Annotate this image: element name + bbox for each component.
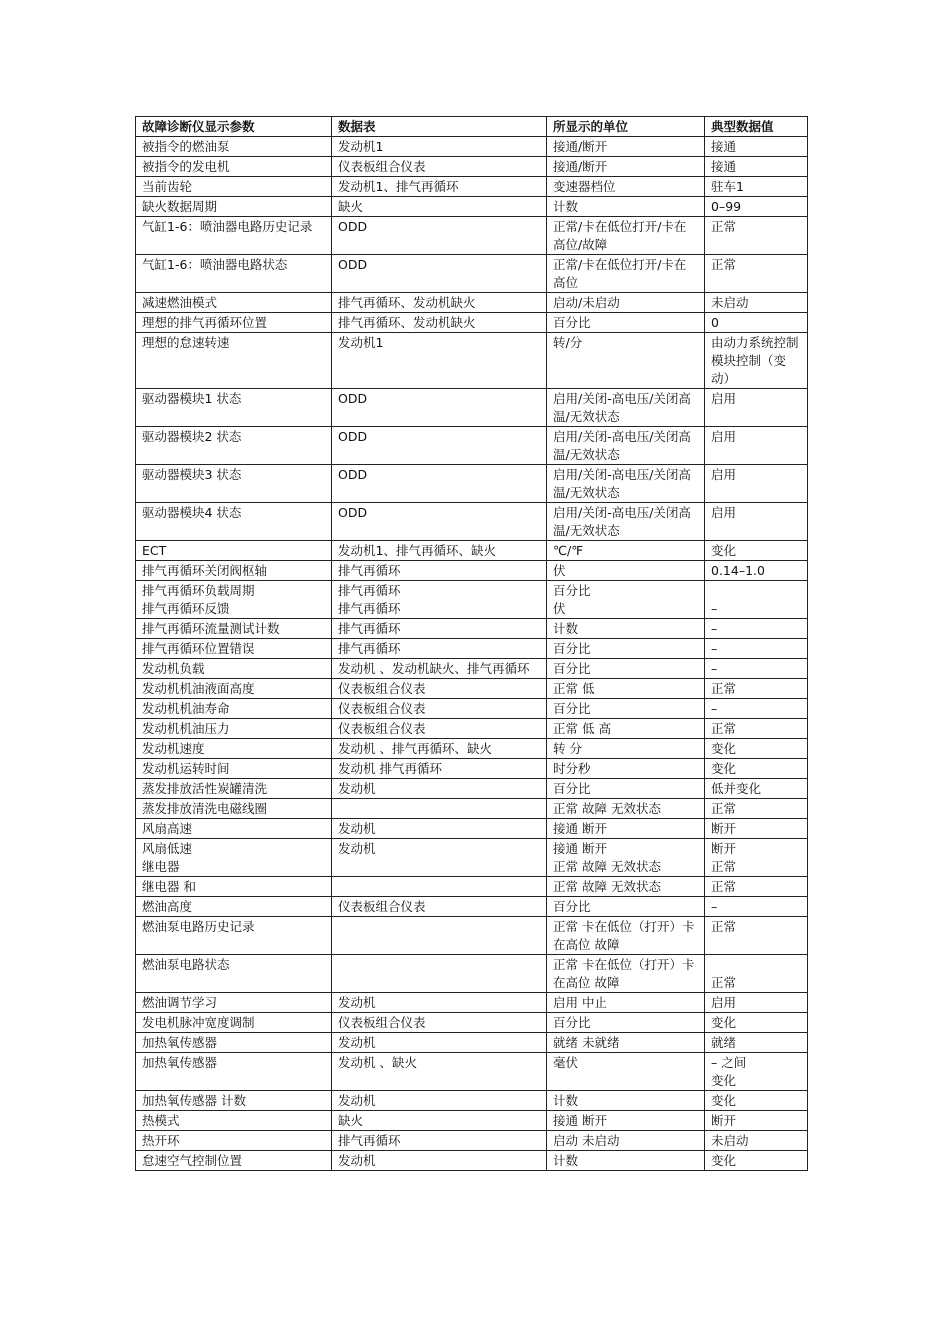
- cell-unit: 百分比: [547, 639, 705, 659]
- cell-unit: 启用/关闭-高电压/关闭高温/无效状态: [547, 389, 705, 427]
- cell-typical-value: 启用: [705, 465, 808, 503]
- cell-parameter: 当前齿轮: [136, 177, 332, 197]
- cell-typical-value: 0.14–1.0: [705, 561, 808, 581]
- cell-parameter: 减速燃油模式: [136, 293, 332, 313]
- table-row: [136, 1013, 808, 1033]
- cell-typical-value: 启用: [705, 427, 808, 465]
- cell-data-list: 发动机: [332, 1033, 547, 1053]
- cell-parameter: 继电器 和: [136, 877, 332, 897]
- cell-data-list: ODD: [332, 503, 547, 541]
- cell-typical-value: 启用: [705, 389, 808, 427]
- cell-parameter: 热开环: [136, 1131, 332, 1151]
- cell-data-list: 发动机 、发动机缺火、排气再循环: [332, 659, 547, 679]
- cell-data-list: 发动机1: [332, 333, 547, 389]
- cell-unit: 百分比: [547, 897, 705, 917]
- cell-data-list: 排气再循环: [332, 619, 547, 639]
- cell-data-list: 缺火: [332, 197, 547, 217]
- cell-typical-value: 变化: [705, 1013, 808, 1033]
- header-data-list: 数据表: [332, 117, 547, 137]
- cell-typical-value: 断开 正常: [705, 839, 808, 877]
- cell-typical-value: 断开: [705, 819, 808, 839]
- table-row: [136, 255, 808, 293]
- cell-parameter: 发动机速度: [136, 739, 332, 759]
- cell-unit: 接通/断开: [547, 137, 705, 157]
- cell-unit: 接通/断开: [547, 157, 705, 177]
- cell-parameter: 燃油泵电路状态: [136, 955, 332, 993]
- cell-unit: ℃/℉: [547, 541, 705, 561]
- cell-data-list: ODD: [332, 389, 547, 427]
- cell-typical-value: 正常: [705, 917, 808, 955]
- cell-parameter: 排气再循环负载周期 排气再循环反馈: [136, 581, 332, 619]
- cell-data-list: 排气再循环: [332, 561, 547, 581]
- table-row: [136, 917, 808, 955]
- cell-unit: 正常 故障 无效状态: [547, 799, 705, 819]
- cell-parameter: 气缸1-6：喷油器电路状态: [136, 255, 332, 293]
- cell-typical-value: 启用: [705, 993, 808, 1013]
- cell-typical-value: 接通: [705, 137, 808, 157]
- cell-unit: 百分比: [547, 659, 705, 679]
- cell-data-list: 仪表板组合仪表: [332, 699, 547, 719]
- table-body: [136, 137, 808, 1171]
- cell-typical-value: 变化: [705, 541, 808, 561]
- cell-unit: 启用/关闭-高电压/关闭高温/无效状态: [547, 465, 705, 503]
- cell-data-list: [332, 917, 547, 955]
- cell-unit: 正常 低 高: [547, 719, 705, 739]
- cell-data-list: ODD: [332, 255, 547, 293]
- table-row: [136, 561, 808, 581]
- table-row: [136, 293, 808, 313]
- cell-unit: 转 分: [547, 739, 705, 759]
- cell-unit: 启动 未启动: [547, 1131, 705, 1151]
- cell-unit: 启动/未启动: [547, 293, 705, 313]
- cell-typical-value: –: [705, 699, 808, 719]
- cell-unit: 百分比: [547, 1013, 705, 1033]
- cell-typical-value: 正常: [705, 719, 808, 739]
- cell-data-list: 发动机 排气再循环: [332, 759, 547, 779]
- cell-typical-value: 变化: [705, 739, 808, 759]
- cell-parameter: 驱动器模块4 状态: [136, 503, 332, 541]
- cell-data-list: 发动机1、排气再循环: [332, 177, 547, 197]
- cell-parameter: ECT: [136, 541, 332, 561]
- table-row: [136, 639, 808, 659]
- cell-typical-value: 正常: [705, 255, 808, 293]
- cell-parameter: 发动机运转时间: [136, 759, 332, 779]
- cell-parameter: 驱动器模块1 状态: [136, 389, 332, 427]
- cell-unit: 百分比: [547, 699, 705, 719]
- table-row: [136, 679, 808, 699]
- cell-typical-value: 驻车1: [705, 177, 808, 197]
- cell-data-list: 排气再循环: [332, 639, 547, 659]
- cell-data-list: 发动机1、排气再循环、缺火: [332, 541, 547, 561]
- cell-unit: 启用/关闭-高电压/关闭高温/无效状态: [547, 503, 705, 541]
- cell-parameter: 缺火数据周期: [136, 197, 332, 217]
- cell-typical-value: 未启动: [705, 293, 808, 313]
- cell-data-list: 排气再循环: [332, 1131, 547, 1151]
- table-row: [136, 1091, 808, 1111]
- header-unit: 所显示的单位: [547, 117, 705, 137]
- table-row: [136, 1131, 808, 1151]
- table-row: [136, 619, 808, 639]
- cell-unit: 正常 卡在低位（打开）卡在高位 故障: [547, 917, 705, 955]
- cell-typical-value: 正常: [705, 877, 808, 897]
- table-row: [136, 137, 808, 157]
- cell-parameter: 驱动器模块3 状态: [136, 465, 332, 503]
- table-row: [136, 427, 808, 465]
- table-row: [136, 897, 808, 917]
- cell-typical-value: 正常: [705, 217, 808, 255]
- diagnostic-parameter-table: [135, 116, 808, 1171]
- cell-typical-value: –: [705, 897, 808, 917]
- cell-data-list: 发动机: [332, 993, 547, 1013]
- cell-data-list: [332, 799, 547, 819]
- table-header-row: [136, 117, 808, 137]
- cell-typical-value: 启用: [705, 503, 808, 541]
- table-row: [136, 839, 808, 877]
- cell-unit: 就绪 未就绪: [547, 1033, 705, 1053]
- cell-parameter: 驱动器模块2 状态: [136, 427, 332, 465]
- cell-parameter: 加热氧传感器: [136, 1033, 332, 1053]
- cell-parameter: 燃油调节学习: [136, 993, 332, 1013]
- cell-typical-value: 正常: [705, 679, 808, 699]
- cell-data-list: 发动机: [332, 819, 547, 839]
- cell-unit: 时分秒: [547, 759, 705, 779]
- table-row: [136, 389, 808, 427]
- cell-parameter: 发动机机油寿命: [136, 699, 332, 719]
- cell-parameter: 排气再循环关闭阀枢轴: [136, 561, 332, 581]
- cell-unit: 接通 断开: [547, 819, 705, 839]
- cell-unit: 计数: [547, 619, 705, 639]
- table-row: [136, 877, 808, 897]
- cell-parameter: 被指令的燃油泵: [136, 137, 332, 157]
- cell-data-list: ODD: [332, 427, 547, 465]
- cell-data-list: 仪表板组合仪表: [332, 897, 547, 917]
- cell-unit: 毫伏: [547, 1053, 705, 1091]
- cell-parameter: 发动机机油压力: [136, 719, 332, 739]
- cell-parameter: 排气再循环位置错误: [136, 639, 332, 659]
- cell-unit: 启用/关闭-高电压/关闭高温/无效状态: [547, 427, 705, 465]
- cell-typical-value: –: [705, 639, 808, 659]
- cell-unit: 正常/卡在低位打开/卡在高位/故障: [547, 217, 705, 255]
- cell-typical-value: 正常: [705, 799, 808, 819]
- cell-data-list: 发动机: [332, 839, 547, 877]
- table-row: [136, 993, 808, 1013]
- table-row: [136, 739, 808, 759]
- table-row: [136, 1151, 808, 1171]
- cell-data-list: 仪表板组合仪表: [332, 679, 547, 699]
- cell-unit: 正常 低: [547, 679, 705, 699]
- cell-parameter: 理想的怠速转速: [136, 333, 332, 389]
- cell-data-list: 仪表板组合仪表: [332, 157, 547, 177]
- cell-data-list: 发动机 、排气再循环、缺火: [332, 739, 547, 759]
- table-row: [136, 819, 808, 839]
- cell-unit: 接通 断开 正常 故障 无效状态: [547, 839, 705, 877]
- header-typical-value: 典型数据值: [705, 117, 808, 137]
- cell-typical-value: 未启动: [705, 1131, 808, 1151]
- cell-unit: 百分比: [547, 779, 705, 799]
- cell-parameter: 气缸1-6：喷油器电路历史记录: [136, 217, 332, 255]
- table-row: [136, 333, 808, 389]
- cell-typical-value: –: [705, 581, 808, 619]
- table-row: [136, 217, 808, 255]
- header-parameter: 故障诊断仪显示参数: [136, 117, 332, 137]
- cell-parameter: 燃油高度: [136, 897, 332, 917]
- cell-parameter: 被指令的发电机: [136, 157, 332, 177]
- cell-parameter: 蒸发排放清洗电磁线圈: [136, 799, 332, 819]
- cell-data-list: ODD: [332, 465, 547, 503]
- cell-parameter: 热模式: [136, 1111, 332, 1131]
- cell-parameter: 排气再循环流量测试计数: [136, 619, 332, 639]
- table-row: [136, 313, 808, 333]
- cell-data-list: 排气再循环、发动机缺火: [332, 293, 547, 313]
- cell-unit: 计数: [547, 197, 705, 217]
- cell-parameter: 加热氧传感器: [136, 1053, 332, 1091]
- table-row: [136, 955, 808, 993]
- cell-typical-value: 0: [705, 313, 808, 333]
- cell-parameter: 风扇高速: [136, 819, 332, 839]
- cell-typical-value: 低并变化: [705, 779, 808, 799]
- cell-typical-value: 断开: [705, 1111, 808, 1131]
- cell-unit: 启用 中止: [547, 993, 705, 1013]
- cell-typical-value: –: [705, 659, 808, 679]
- table-row: [136, 799, 808, 819]
- cell-unit: 伏: [547, 561, 705, 581]
- table-row: [136, 659, 808, 679]
- cell-data-list: 排气再循环 排气再循环: [332, 581, 547, 619]
- cell-unit: 正常 卡在低位（打开）卡在高位 故障: [547, 955, 705, 993]
- table-row: [136, 779, 808, 799]
- cell-unit: 变速器档位: [547, 177, 705, 197]
- table-row: [136, 503, 808, 541]
- table-row: [136, 1033, 808, 1053]
- cell-data-list: 发动机: [332, 1151, 547, 1171]
- cell-data-list: 发动机1: [332, 137, 547, 157]
- table-row: [136, 177, 808, 197]
- cell-parameter: 发电机脉冲宽度调制: [136, 1013, 332, 1033]
- cell-parameter: 风扇低速 继电器: [136, 839, 332, 877]
- cell-typical-value: 正常: [705, 955, 808, 993]
- cell-data-list: 缺火: [332, 1111, 547, 1131]
- table-row: [136, 197, 808, 217]
- cell-typical-value: – 之间 变化: [705, 1053, 808, 1091]
- cell-unit: 计数: [547, 1091, 705, 1111]
- table-row: [136, 541, 808, 561]
- cell-data-list: 仪表板组合仪表: [332, 719, 547, 739]
- cell-typical-value: 0–99: [705, 197, 808, 217]
- cell-parameter: 加热氧传感器 计数: [136, 1091, 332, 1111]
- cell-unit: 百分比 伏: [547, 581, 705, 619]
- cell-unit: 计数: [547, 1151, 705, 1171]
- cell-typical-value: 变化: [705, 759, 808, 779]
- cell-parameter: 发动机负载: [136, 659, 332, 679]
- cell-data-list: 仪表板组合仪表: [332, 1013, 547, 1033]
- table-row: [136, 759, 808, 779]
- table-row: [136, 581, 808, 619]
- table-row: [136, 1053, 808, 1091]
- cell-parameter: 蒸发排放活性炭罐清洗: [136, 779, 332, 799]
- cell-unit: 正常/卡在低位打开/卡在高位: [547, 255, 705, 293]
- cell-unit: 接通 断开: [547, 1111, 705, 1131]
- table-row: [136, 157, 808, 177]
- cell-data-list: 排气再循环、发动机缺火: [332, 313, 547, 333]
- cell-typical-value: 变化: [705, 1151, 808, 1171]
- cell-unit: 转/分: [547, 333, 705, 389]
- cell-unit: 正常 故障 无效状态: [547, 877, 705, 897]
- table-row: [136, 1111, 808, 1131]
- cell-data-list: 发动机: [332, 779, 547, 799]
- cell-typical-value: 接通: [705, 157, 808, 177]
- cell-data-list: [332, 955, 547, 993]
- cell-typical-value: 由动力系统控制模块控制（变动）: [705, 333, 808, 389]
- table-row: [136, 699, 808, 719]
- cell-parameter: 理想的排气再循环位置: [136, 313, 332, 333]
- cell-data-list: 发动机: [332, 1091, 547, 1111]
- table-row: [136, 719, 808, 739]
- cell-parameter: 怠速空气控制位置: [136, 1151, 332, 1171]
- cell-data-list: 发动机 、缺火: [332, 1053, 547, 1091]
- table-row: [136, 465, 808, 503]
- cell-typical-value: 就绪: [705, 1033, 808, 1053]
- cell-data-list: [332, 877, 547, 897]
- cell-parameter: 发动机机油液面高度: [136, 679, 332, 699]
- cell-parameter: 燃油泵电路历史记录: [136, 917, 332, 955]
- cell-typical-value: 变化: [705, 1091, 808, 1111]
- cell-typical-value: –: [705, 619, 808, 639]
- cell-data-list: ODD: [332, 217, 547, 255]
- cell-unit: 百分比: [547, 313, 705, 333]
